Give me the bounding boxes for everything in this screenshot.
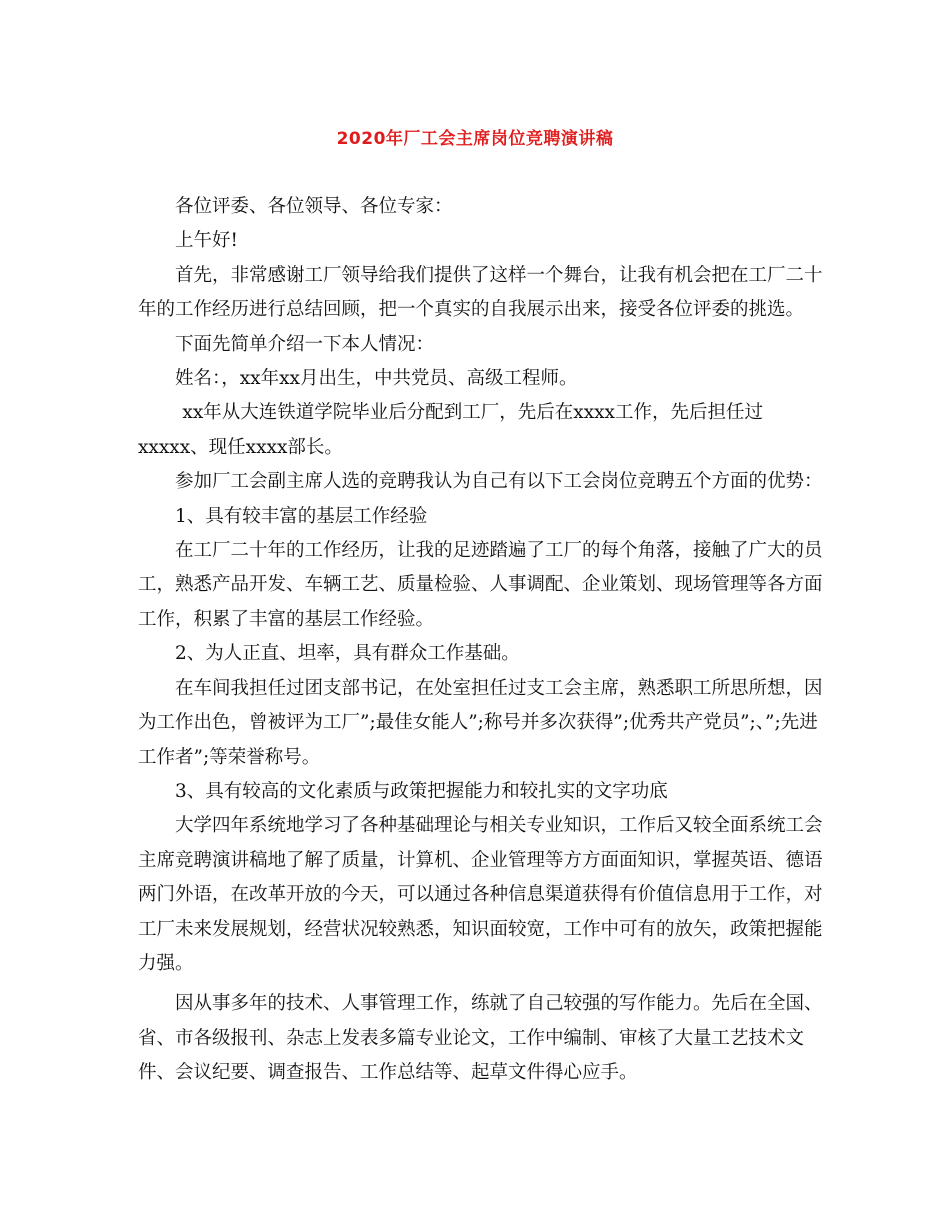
paragraph: 姓名：，xx年xx月出生，中共党员、高级工程师。: [175, 368, 578, 390]
salutation: 各位评委、各位领导、各位专家：: [175, 196, 453, 217]
paragraph: 大学四年系统地学习了各种基础理论与相关专业知识，工作后又较全面系统工会主席竞聘演讲稿地了解了质量，计算机、企业管理等方方面面知识，掌握英语、德语两门外语，在改革开放的今天，可以通过各种信息渠道获得有价值信息用于工作，对工厂未来发展规划，经营状况较熟悉，知识面较宽，工作中可有的放矢，政策把握能力强。: [138, 815, 823, 974]
section-heading: 1、具有较丰富的基层工作经验: [175, 505, 428, 527]
section-heading: 3、具有较高的文化素质与政策把握能力和较扎实的文字功底: [175, 780, 668, 802]
paragraph: 因从事多年的技术、人事管理工作，练就了自己较强的写作能力。先后在全国、省、市各级报刊、杂志上发表多篇专业论文，工作中编制、审核了大量工艺技术文件、会议纪要、调查报告、工作总结等、起草文件得心应手。: [138, 993, 823, 1084]
paragraph: 在工厂二十年的工作经历，让我的足迹踏遍了工厂的每个角落，接触了广大的员工，熟悉产品开发、车辆工艺、质量检验、人事调配、企业策划、现场管理等各方面工作，积累了丰富的基层工作经验。: [138, 540, 823, 630]
paragraph: 参加厂工会副主席人选的竞聘我认为自己有以下工会岗位竞聘五个方面的优势：: [175, 471, 823, 493]
document-body: [138, 190, 828, 1091]
paragraph: xx年从大连铁道学院毕业后分配到工厂，先后在xxxx工作，先后担任过xxxxx、现任xxxx部长。: [138, 402, 763, 458]
paragraph: 首先，非常感谢工厂领导给我们提供了这样一个舞台，让我有机会把在工厂二十年的工作经历进行总结回顾，把一个真实的自我展示出来，接受各位评委的挑选。: [138, 264, 823, 321]
paragraph: 下面先简单介绍一下本人情况：: [175, 333, 435, 355]
document-title: 2020年厂工会主席岗位竞聘演讲稿: [336, 129, 614, 149]
greeting: 上午好!: [175, 230, 238, 252]
paragraph: 在车间我担任过团支部书记，在处室担任过支工会主席，熟悉职工所思所想，因为工作出色，曾被评为工厂”;最佳女能人”;称号并多次获得”;优秀共产党员”;、”;先进工作者”;等荣誉称号。: [138, 677, 823, 768]
section-heading: 2、为人正直、坦率，具有群众工作基础。: [175, 643, 520, 665]
